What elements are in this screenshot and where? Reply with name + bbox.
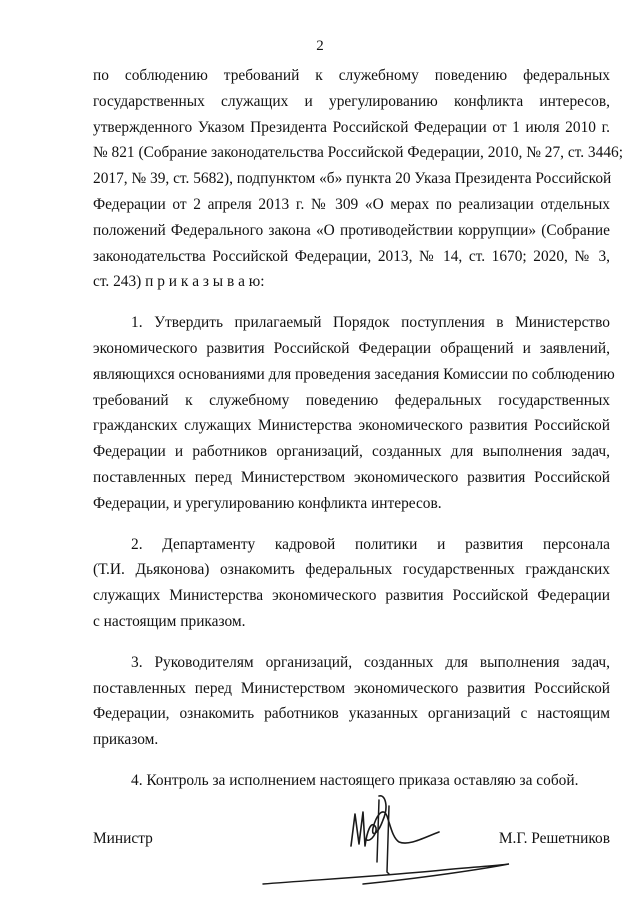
text-line: Федерации, и урегулированию конфликта интересов. (93, 494, 442, 512)
text-line: поставленных перед Министерством экономического развития Российской (93, 468, 610, 486)
signature-block (93, 776, 610, 896)
text-line: положений Федерального закона «О противодействии коррупции» (Собрание (93, 221, 610, 239)
text-line: Федерации от 2 апреля 2013 г. № 309 «О мерах по реализации отдельных (93, 195, 610, 213)
text-line: Федерации, ознакомить работников указанных организаций с настоящим (93, 705, 610, 723)
text-line: являющихся основаниями для проведения заседания Комиссии по соблюдению (93, 365, 615, 383)
text-line: с настоящим приказом. (93, 612, 246, 630)
text-line: служащих Министерства экономического развития Российской Федерации (93, 587, 610, 605)
text-line: (Т.И. Дьяконова) ознакомить федеральных государственных гражданских (93, 561, 610, 579)
page-number: 2 (316, 38, 324, 54)
text-line: 2017, № 39, ст. 5682), подпунктом «б» пункта 20 Указа Президента Российской (93, 170, 612, 188)
text-line: государственных служащих и урегулированию конфликта интересов, (93, 92, 610, 110)
paragraph-preamble (93, 63, 623, 295)
text-line: ст. 243) п р и к а з ы в а ю: (93, 273, 265, 291)
text-line: гражданских служащих Министерства экономического развития Российской (93, 417, 610, 435)
text-line: 2. Департаменту кадровой политики и развития персонала (131, 535, 610, 553)
paragraph-item-3 (93, 650, 610, 753)
text-line: утвержденного Указом Президента Российской Федерации от 1 июля 2010 г. (93, 118, 610, 136)
text-line: по соблюдению требований к служебному поведению федеральных (93, 67, 610, 84)
text-line: 4. Контроль за исполнением настоящего приказа оставляю за собой. (131, 771, 579, 789)
text-line: экономического развития Российской Федерации обращений и заявлений, (93, 339, 610, 357)
text-line: приказом. (93, 731, 159, 749)
signatory-name: М.Г. Решетников (498, 830, 610, 847)
document-body (93, 63, 623, 794)
text-line: 1. Утвердить прилагаемый Порядок поступления в Министерство (131, 314, 610, 332)
paragraph-item-1 (93, 310, 615, 516)
text-line: № 821 (Собрание законодательства Российской Федерации, 2010, № 27, ст. 3446; (93, 144, 623, 162)
paragraph-item-2 (93, 532, 610, 635)
text-line: требований к служебному поведению федеральных государственных (93, 391, 610, 409)
signatory-title: Министр (93, 830, 153, 847)
text-line: Федерации и работников организаций, созданных для выполнения задач, (93, 443, 610, 461)
text-line: 3. Руководителям организаций, созданных для выполнения задач, (131, 653, 610, 671)
text-line: законодательства Российской Федерации, 2013, № 14, ст. 1670; 2020, № 3, (93, 247, 610, 265)
text-line: поставленных перед Министерством экономического развития Российской (93, 679, 610, 697)
